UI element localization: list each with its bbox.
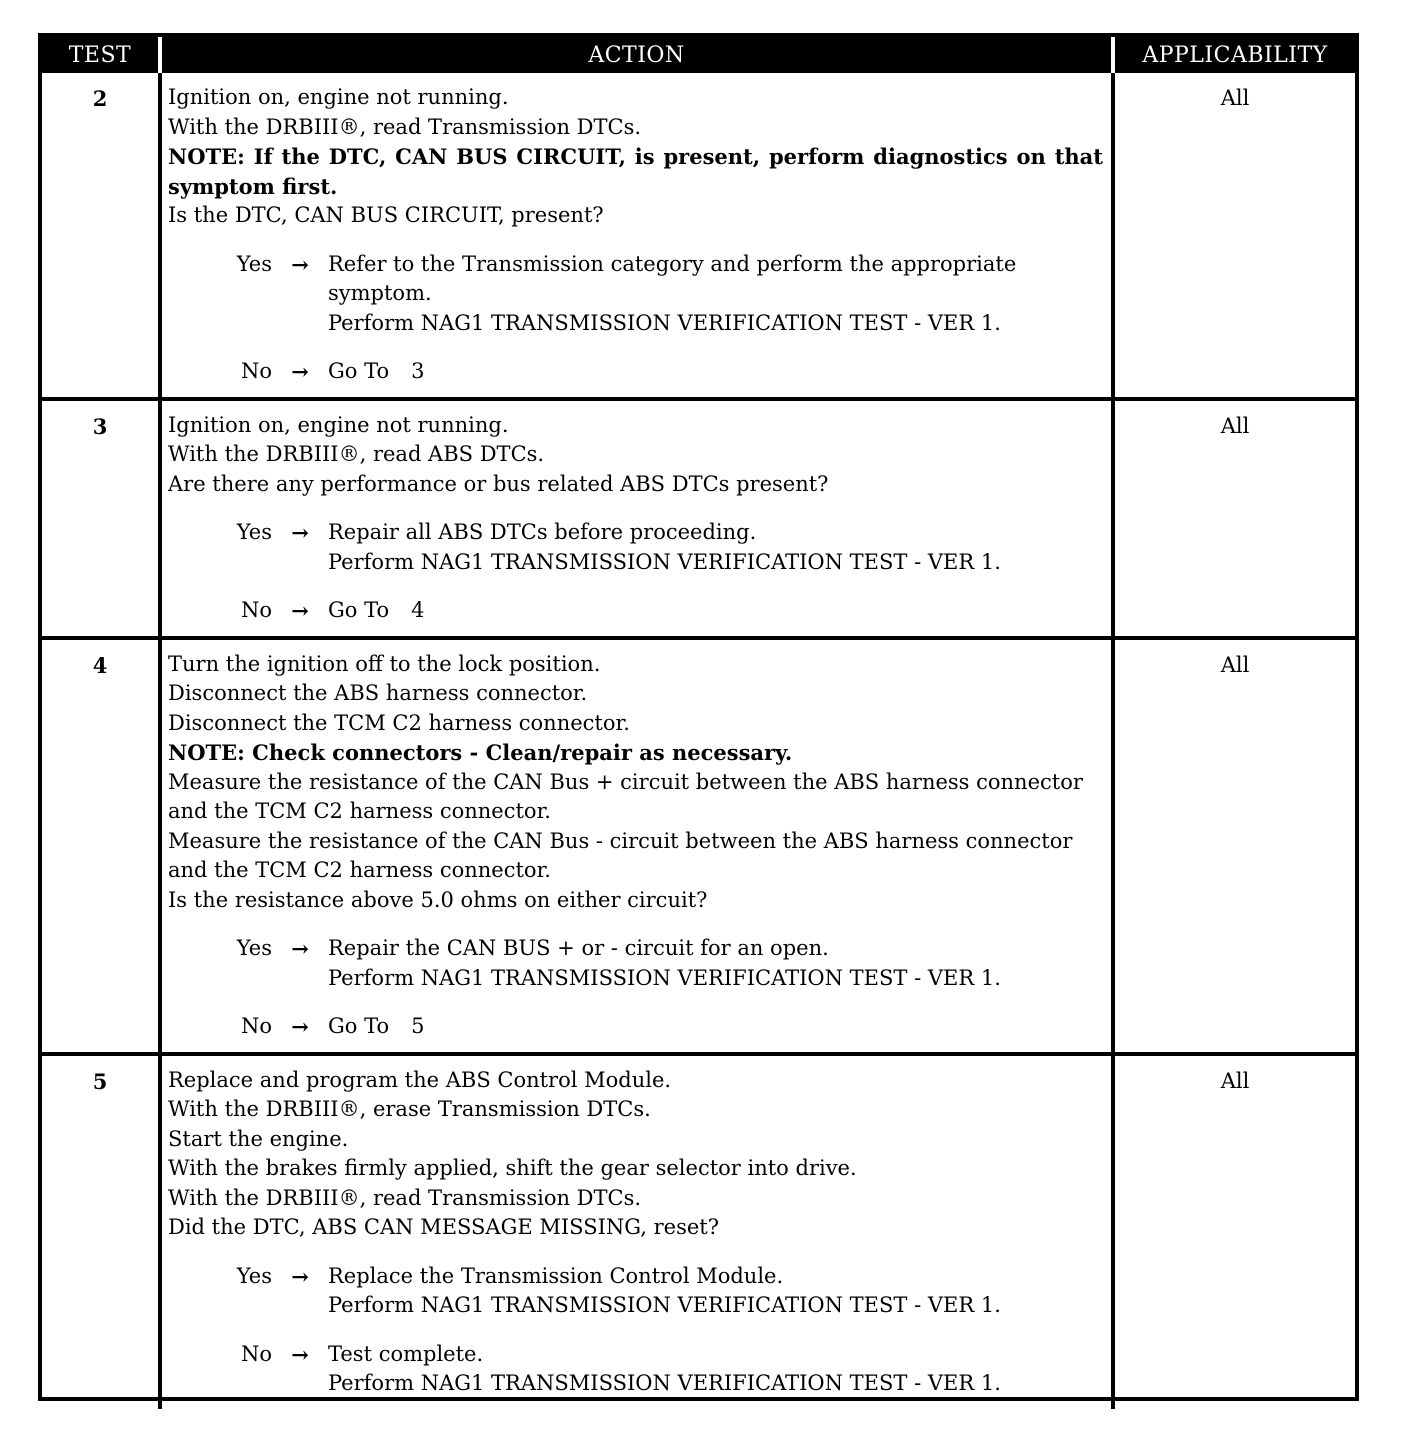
table-row xyxy=(42,638,1355,1054)
header-action: ACTION xyxy=(160,37,1113,73)
step-text: Measure the resistance of the CAN Bus - circuit between the ABS harness connector and the TCM C2 harness connector. xyxy=(168,828,1073,882)
step-text: With the DRBIII®, erase Transmission DTCs. xyxy=(168,1097,651,1121)
yes-label: Yes xyxy=(236,1263,272,1288)
action-cell xyxy=(160,399,1113,638)
step-text: With the brakes firmly applied, shift the gear selector into drive. xyxy=(168,1156,857,1180)
applicability-cell: All xyxy=(1113,399,1355,638)
table-row xyxy=(42,1054,1355,1409)
yes-label: Yes xyxy=(236,251,272,276)
goto-text: Go To xyxy=(328,1014,390,1038)
no-label: No xyxy=(240,1014,272,1038)
action-cell xyxy=(160,1054,1113,1409)
applicability-cell: All xyxy=(1113,638,1355,1054)
test-number: 5 xyxy=(42,1054,160,1409)
step-text: With the DRBIII®, read Transmission DTCs. xyxy=(168,114,642,139)
header-test: TEST xyxy=(42,37,160,73)
yes-label: Yes xyxy=(236,520,272,544)
no-label: No xyxy=(240,598,272,622)
step-text: Ignition on, engine not running. xyxy=(168,412,509,437)
goto-number: 4 xyxy=(411,598,425,622)
right-arrow-icon: → xyxy=(291,251,309,277)
step-text: Disconnect the ABS harness connector. xyxy=(168,681,588,705)
right-arrow-icon: → xyxy=(291,520,309,545)
result-text: Repair all ABS DTCs before proceeding. xyxy=(328,520,757,544)
no-result xyxy=(168,1340,1103,1399)
step-text: With the DRBIII®, read Transmission DTCs. xyxy=(168,1185,642,1210)
no-result xyxy=(168,596,1103,626)
result-text: Replace the Transmission Control Module. xyxy=(328,1263,784,1288)
result-text: Perform NAG1 TRANSMISSION VERIFICATION TEST - VER 1. xyxy=(328,310,1001,335)
table-row xyxy=(42,73,1355,399)
applicability-cell: All xyxy=(1113,1054,1355,1409)
step-text: Measure the resistance of the CAN Bus + circuit between the ABS harness connector and the TCM C2 harness connector. xyxy=(168,769,1083,823)
result-text: Test complete. xyxy=(328,1341,484,1366)
step-text: With the DRBIII®, read ABS DTCs. xyxy=(168,442,545,466)
step-text: Ignition on, engine not running. xyxy=(168,85,509,109)
header-row xyxy=(42,37,1355,73)
no-result xyxy=(168,357,1103,387)
action-cell xyxy=(160,638,1113,1054)
yes-result xyxy=(168,250,1103,339)
diagnostic-table xyxy=(42,37,1355,1409)
step-text: Replace and program the ABS Control Module. xyxy=(168,1067,672,1092)
test-number: 2 xyxy=(92,86,108,111)
note-text: NOTE: Check connectors - Clean/repair as necessary. xyxy=(168,740,793,765)
right-arrow-icon: → xyxy=(291,936,309,961)
no-label: No xyxy=(240,359,272,383)
step-text: Turn the ignition off to the lock position. xyxy=(168,651,601,676)
header-applicability: APPLICABILITY xyxy=(1113,37,1355,73)
table-row xyxy=(42,399,1355,638)
action-cell xyxy=(160,73,1113,399)
result-text: Repair the CAN BUS + or - circuit for an open. xyxy=(328,936,829,960)
result-text: Perform NAG1 TRANSMISSION VERIFICATION TEST - VER 1. xyxy=(328,1371,1001,1395)
test-number: 3 xyxy=(42,399,160,638)
goto-text: Go To xyxy=(328,359,390,383)
goto-text: Go To xyxy=(328,598,390,622)
step-text: Start the engine. xyxy=(168,1126,349,1151)
right-arrow-icon: → xyxy=(291,598,309,623)
applicability-cell: All xyxy=(1113,73,1355,399)
question-text: Is the DTC, CAN BUS CIRCUIT, present? xyxy=(168,203,604,227)
no-result xyxy=(168,1012,1103,1042)
question-text: Did the DTC, ABS CAN MESSAGE MISSING, reset? xyxy=(168,1215,719,1239)
test-number: 4 xyxy=(42,638,160,1054)
right-arrow-icon: → xyxy=(291,1263,309,1289)
yes-result xyxy=(168,518,1103,577)
goto-number: 5 xyxy=(411,1014,425,1038)
question-text: Are there any performance or bus related ABS DTCs present? xyxy=(168,471,829,496)
question-text: Is the resistance above 5.0 ohms on either circuit? xyxy=(168,887,708,912)
no-label: No xyxy=(240,1341,272,1366)
diagnostic-table-sheet xyxy=(38,33,1359,1401)
goto-number: 3 xyxy=(411,359,425,383)
note-text: NOTE: If the DTC, CAN BUS CIRCUIT, is present, perform diagnostics on that symptom first. xyxy=(168,144,1103,199)
step-text: Disconnect the TCM C2 harness connector. xyxy=(168,710,630,735)
result-text: Perform NAG1 TRANSMISSION VERIFICATION TEST - VER 1. xyxy=(328,965,1001,990)
right-arrow-icon: → xyxy=(291,1014,309,1039)
result-text: Perform NAG1 TRANSMISSION VERIFICATION TEST - VER 1. xyxy=(328,549,1001,574)
result-text: Refer to the Transmission category and perform the appropriate symptom. xyxy=(328,251,1017,305)
yes-result xyxy=(168,934,1103,993)
yes-result xyxy=(168,1262,1103,1321)
right-arrow-icon: → xyxy=(291,1341,309,1367)
result-text: Perform NAG1 TRANSMISSION VERIFICATION TEST - VER 1. xyxy=(328,1293,1001,1317)
yes-label: Yes xyxy=(236,936,272,960)
right-arrow-icon: → xyxy=(291,359,309,384)
